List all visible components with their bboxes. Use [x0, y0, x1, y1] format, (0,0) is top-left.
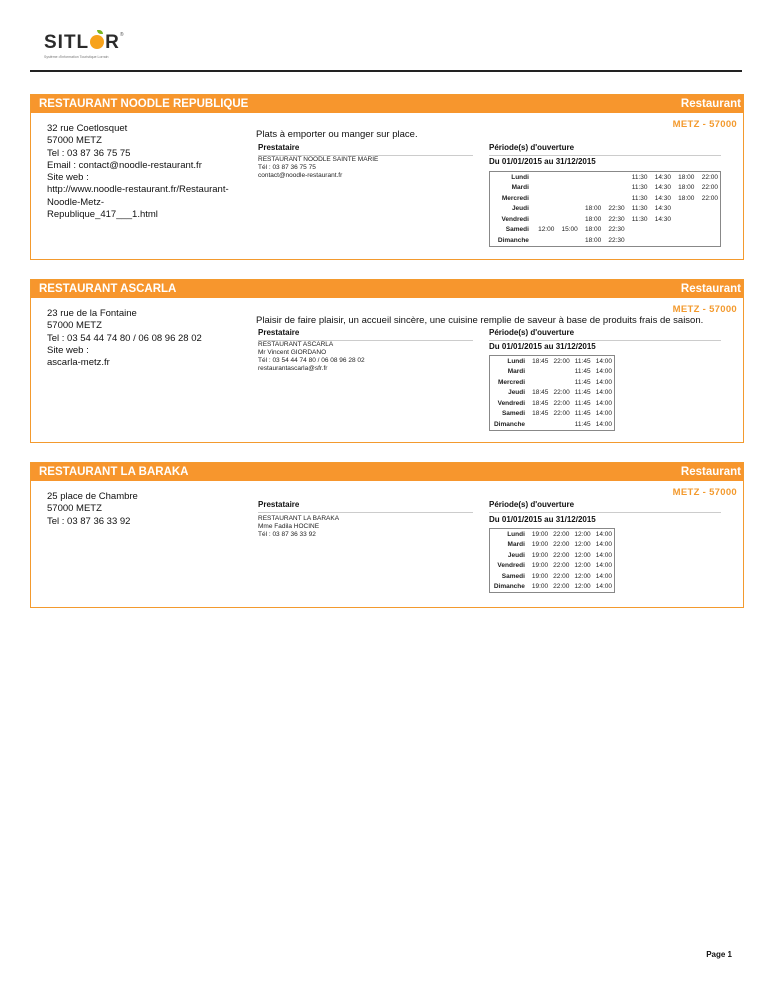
hours-table: [489, 528, 615, 593]
hours-time: 22:00: [701, 194, 718, 202]
hours-time: [556, 183, 579, 194]
hours-time: 19:00: [531, 562, 549, 570]
hours-time: [603, 183, 626, 194]
hours-time: 22:00: [701, 184, 718, 192]
card-description: Plats à emporter ou manger sur place.: [256, 129, 418, 140]
hours-row: [490, 225, 721, 236]
card-category: Restaurant: [680, 466, 741, 478]
hours-time: 18:00: [678, 184, 695, 192]
card-title: RESTAURANT ASCARLA: [39, 283, 177, 295]
hours-time: 14:00: [595, 562, 612, 570]
hours-time: 18:45: [532, 357, 549, 365]
prestataire-line: Tél : 03 54 44 74 80 / 06 08 96 28 02: [258, 357, 365, 364]
hours-time: [529, 377, 550, 388]
hours-time: 22:30: [608, 236, 625, 244]
card-header: [31, 280, 743, 298]
hours-time: 11:30: [631, 205, 648, 213]
hours-row: [490, 204, 721, 215]
card-city: METZ - 57000: [672, 487, 737, 498]
hours-time: 19:00: [531, 530, 549, 538]
hours-time: [550, 367, 571, 378]
hours-time: 11:30: [631, 194, 648, 202]
card-city: METZ - 57000: [672, 304, 737, 315]
orange-icon: [90, 35, 104, 49]
sitlor-logo: [44, 32, 144, 62]
address-line: Site web :: [47, 172, 89, 184]
address-line: http://www.noodle-restaurant.fr/Restaurant-: [47, 184, 229, 196]
hours-time: [673, 214, 696, 225]
address-line: Noodle-Metz-: [47, 196, 105, 208]
address-line: Email : contact@noodle-restaurant.fr: [47, 159, 202, 171]
hours-time: [550, 377, 571, 388]
hours-time: [696, 204, 720, 215]
hours-day: Lundi: [507, 357, 526, 365]
hours-time: [580, 193, 603, 204]
hours-time: [673, 225, 696, 236]
hours-time: 11:30: [631, 173, 648, 181]
period-range: Du 01/01/2015 au 31/12/2015: [489, 157, 596, 166]
hours-time: 11:45: [574, 389, 591, 397]
hours-row: [490, 571, 615, 582]
prestataire-info: [258, 515, 339, 539]
hours-time: [533, 214, 556, 225]
prestataire-line: Tél : 03 87 36 33 92: [258, 531, 316, 538]
hours-day: Vendredi: [497, 399, 526, 407]
prestataire-line: restaurantascarla@sfr.fr: [258, 365, 328, 372]
card-title: RESTAURANT LA BARAKA: [39, 466, 189, 478]
address-line: 57000 METZ: [47, 503, 102, 515]
hours-time: [556, 214, 579, 225]
card-address: [47, 123, 247, 221]
hours-time: 22:00: [553, 562, 570, 570]
hours-time: 11:30: [631, 215, 648, 223]
hours-day: Lundi: [511, 173, 529, 181]
hours-time: 14:30: [654, 184, 671, 192]
hours-time: 14:00: [595, 378, 612, 386]
hours-time: [627, 225, 650, 236]
prestataire-line: Mr Vincent GIORDANO: [258, 349, 327, 356]
listing-card-baraka: [30, 462, 744, 608]
hours-row: [490, 419, 615, 430]
card-description: Plaisir de faire plaisir, un accueil sincère, une cuisine remplie de saveur à base de produits frais de saison.: [256, 315, 704, 326]
hours-time: [529, 419, 550, 430]
periodes-heading: Période(s) d'ouverture: [489, 143, 721, 156]
hours-time: 19:00: [531, 583, 549, 591]
hours-day: Samedi: [505, 226, 529, 234]
hours-time: 12:00: [574, 562, 591, 570]
hours-time: 14:00: [595, 572, 612, 580]
hours-row: [490, 367, 615, 378]
hours-time: [529, 367, 550, 378]
hours-time: 22:30: [608, 226, 625, 234]
hours-time: [533, 172, 556, 183]
hours-day: Jeudi: [507, 551, 525, 559]
hours-row: [490, 582, 615, 593]
hours-row: [490, 409, 615, 420]
hours-row: [490, 193, 721, 204]
hours-time: 22:00: [553, 551, 570, 559]
hours-time: [627, 235, 650, 246]
listing-card-ascarla: [30, 279, 744, 443]
hours-row: [490, 388, 615, 399]
hours-row: [490, 172, 721, 183]
hours-time: 22:00: [701, 173, 718, 181]
hours-time: 15:00: [561, 226, 578, 234]
hours-time: 14:30: [654, 194, 671, 202]
prestataire-line: Mme Fadila HOCINE: [258, 523, 320, 530]
hours-time: 22:00: [553, 389, 570, 397]
hours-time: 14:00: [595, 541, 612, 549]
periodes-heading: Période(s) d'ouverture: [489, 500, 721, 513]
prestataire-info: [258, 156, 378, 180]
hours-day: Mercredi: [497, 378, 526, 386]
hours-time: 19:00: [531, 541, 549, 549]
hours-time: 22:30: [608, 215, 625, 223]
hours-time: 12:00: [574, 583, 591, 591]
hours-day: Jeudi: [508, 389, 526, 397]
hours-time: 19:00: [531, 572, 549, 580]
card-address: [47, 491, 247, 528]
hours-time: [556, 204, 579, 215]
address-line: Tel : 03 54 44 74 80 / 06 08 96 28 02: [47, 332, 202, 344]
hours-row: [490, 214, 721, 225]
hours-table: [489, 355, 615, 431]
hours-time: 22:00: [553, 541, 570, 549]
hours-time: 12:00: [538, 226, 555, 234]
hours-day: Vendredi: [501, 215, 529, 223]
hours-time: [650, 225, 673, 236]
hours-time: [556, 172, 579, 183]
hours-time: [533, 235, 556, 246]
period-range: Du 01/01/2015 au 31/12/2015: [489, 342, 596, 351]
prestataire-line: Tél : 03 87 36 75 75: [258, 164, 316, 171]
hours-time: 12:00: [574, 530, 591, 538]
hours-time: 11:45: [574, 357, 591, 365]
hours-time: [603, 193, 626, 204]
hours-time: 12:00: [574, 572, 591, 580]
card-city: METZ - 57000: [672, 119, 737, 130]
prestataire-heading: Prestataire: [258, 500, 473, 513]
logo-text-a: SITL: [44, 32, 90, 53]
hours-row: [490, 356, 615, 367]
hours-day: Mardi: [511, 184, 529, 192]
hours-time: 14:00: [595, 368, 612, 376]
prestataire-heading: Prestataire: [258, 328, 473, 341]
hours-time: 22:00: [553, 572, 570, 580]
prestataire-line: RESTAURANT ASCARLA: [258, 341, 334, 348]
hours-time: 22:00: [553, 399, 570, 407]
prestataire-info: [258, 341, 365, 373]
address-line: 57000 METZ: [47, 320, 102, 332]
card-address: [47, 308, 247, 369]
hours-time: 14:00: [595, 420, 612, 428]
hours-day: Mercredi: [501, 194, 529, 202]
header-rule: [30, 70, 742, 72]
hours-day: Mardi: [507, 368, 526, 376]
address-line: ascarla-metz.fr: [47, 357, 110, 369]
card-category: Restaurant: [680, 283, 741, 295]
address-line: 23 rue de la Fontaine: [47, 308, 137, 319]
hours-time: [696, 225, 720, 236]
hours-time: 11:30: [631, 184, 648, 192]
hours-time: 18:00: [584, 215, 602, 223]
hours-time: 14:00: [595, 410, 612, 418]
hours-day: Jeudi: [511, 205, 529, 213]
listing-card-noodle: [30, 94, 744, 260]
hours-time: [556, 235, 579, 246]
card-category: Restaurant: [680, 98, 741, 110]
address-line: Republique_417___1.html: [47, 209, 158, 221]
hours-time: 11:45: [574, 420, 591, 428]
address-line: 32 rue Coetlosquet: [47, 123, 128, 134]
hours-time: 11:45: [574, 368, 591, 376]
hours-time: 18:00: [678, 194, 695, 202]
hours-time: 22:00: [553, 357, 570, 365]
hours-row: [490, 550, 615, 561]
hours-time: 14:00: [595, 530, 612, 538]
hours-time: 22:30: [608, 205, 625, 213]
hours-time: 11:45: [574, 399, 591, 407]
hours-time: 18:45: [532, 389, 549, 397]
hours-time: 12:00: [574, 541, 591, 549]
hours-day: Dimanche: [493, 583, 525, 591]
hours-row: [490, 235, 721, 246]
card-header: [31, 463, 743, 481]
registered-icon: ®: [119, 32, 124, 38]
hours-time: [556, 193, 579, 204]
hours-row: [490, 540, 615, 551]
hours-row: [490, 377, 615, 388]
hours-time: [533, 183, 556, 194]
periodes-heading: Période(s) d'ouverture: [489, 328, 721, 341]
page-number: Page 1: [706, 950, 732, 959]
hours-time: [580, 172, 603, 183]
hours-time: [533, 204, 556, 215]
period-range: Du 01/01/2015 au 31/12/2015: [489, 515, 596, 524]
hours-time: 18:00: [584, 226, 602, 234]
hours-time: 14:00: [595, 583, 612, 591]
hours-time: 22:00: [553, 583, 570, 591]
hours-time: 18:45: [532, 399, 549, 407]
hours-time: [603, 172, 626, 183]
address-line: 25 place de Chambre: [47, 491, 138, 502]
hours-time: 22:00: [553, 410, 570, 418]
hours-day: Samedi: [501, 410, 526, 418]
hours-day: Lundi: [507, 530, 525, 538]
hours-time: 14:00: [595, 357, 612, 365]
hours-time: 11:45: [574, 410, 591, 418]
hours-time: 18:45: [532, 410, 549, 418]
hours-time: 12:00: [574, 551, 591, 559]
hours-time: 14:30: [654, 205, 671, 213]
logo-text-b: R: [105, 32, 120, 53]
hours-time: 14:30: [654, 215, 671, 223]
hours-time: 18:00: [678, 173, 695, 181]
hours-time: 18:00: [584, 205, 602, 213]
hours-day: Dimanche: [497, 236, 529, 244]
hours-day: Mardi: [507, 541, 525, 549]
card-title: RESTAURANT NOODLE REPUBLIQUE: [39, 98, 249, 110]
hours-row: [490, 529, 615, 540]
hours-day: Samedi: [501, 572, 525, 580]
hours-time: 22:00: [553, 530, 570, 538]
hours-table: [489, 171, 721, 247]
address-line: 57000 METZ: [47, 135, 102, 147]
hours-day: Dimanche: [493, 420, 526, 428]
hours-row: [490, 183, 721, 194]
hours-time: [533, 193, 556, 204]
hours-time: [580, 183, 603, 194]
hours-row: [490, 561, 615, 572]
hours-time: [696, 235, 720, 246]
address-line: Tel : 03 87 36 75 75: [47, 147, 131, 159]
logo-subtitle: Système d'Information Touristique Lorrain: [44, 55, 109, 59]
hours-time: 14:00: [595, 551, 612, 559]
hours-time: 14:00: [595, 389, 612, 397]
hours-time: [696, 214, 720, 225]
hours-time: 14:00: [595, 399, 612, 407]
hours-time: 14:30: [654, 173, 671, 181]
address-line: Tel : 03 87 36 33 92: [47, 515, 131, 527]
hours-time: [550, 419, 571, 430]
hours-time: 18:00: [584, 236, 602, 244]
hours-time: 19:00: [531, 551, 549, 559]
hours-day: Vendredi: [497, 562, 525, 570]
address-line: Site web :: [47, 344, 89, 356]
hours-time: [650, 235, 673, 246]
hours-time: [673, 235, 696, 246]
prestataire-line: RESTAURANT LA BARAKA: [258, 515, 340, 522]
hours-time: 11:45: [574, 378, 591, 386]
prestataire-line: RESTAURANT NOODLE SAINTE MARIE: [258, 156, 379, 163]
hours-row: [490, 398, 615, 409]
card-header: [31, 95, 743, 113]
hours-time: [673, 204, 696, 215]
prestataire-line: contact@noodle-restaurant.fr: [258, 172, 343, 179]
prestataire-heading: Prestataire: [258, 143, 473, 156]
